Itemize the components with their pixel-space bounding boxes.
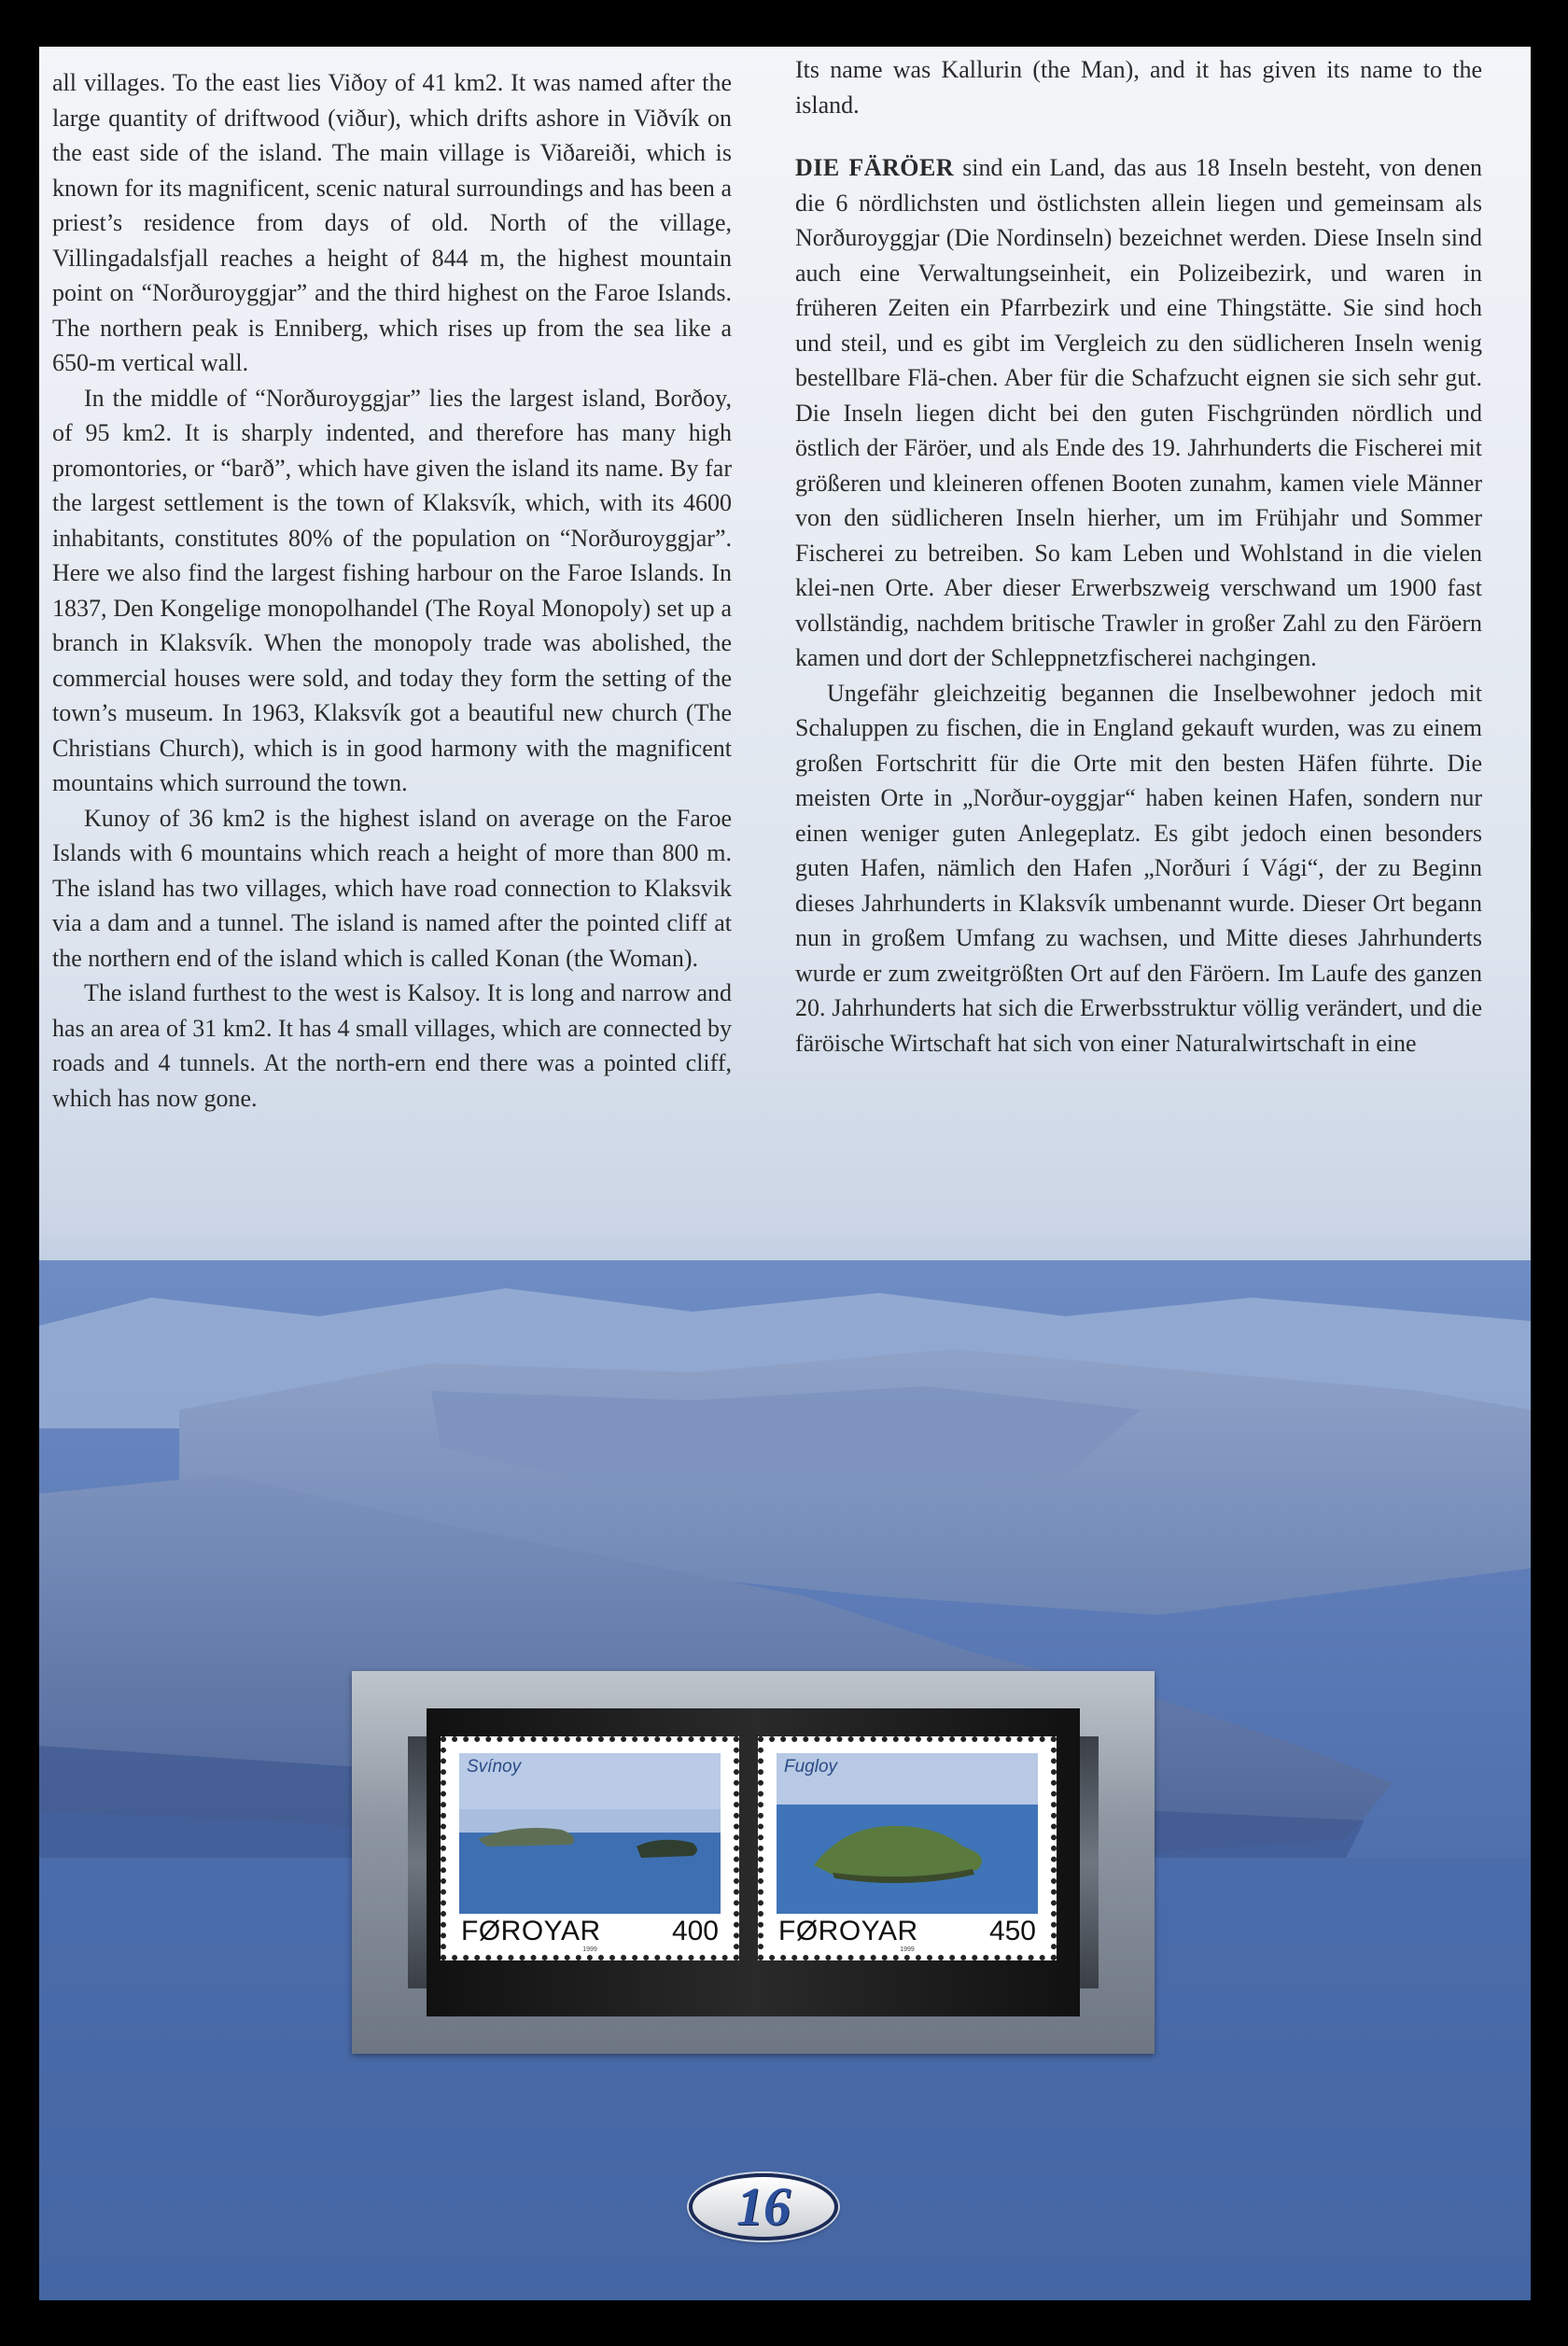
german-heading: DIE FÄRÖER (795, 154, 955, 181)
english-paragraph: Kunoy of 36 km2 is the highest island on average on the Faroe Islands with 6 mountains which reach a height of more than 800 m. The island has two villages, which have road connection to Klaksvik via a dam and a tunnel. The island is named after the pointed cliff at the northern end of the island which is called Konan (the Woman). (52, 804, 732, 972)
english-column (52, 65, 732, 1116)
german-paragraph (795, 150, 1482, 676)
stamp-title: Svínoy (467, 1757, 522, 1777)
page-number-badge (689, 2173, 838, 2241)
stamp-svinoy (441, 1736, 739, 1960)
german-column (795, 52, 1482, 1061)
mount-side-bar (408, 1736, 427, 1988)
english-paragraph: all villages. To the east lies Viðoy of 41 km2. It was named after the large quantity of driftwood (viður), which drifts ashore in Viðvík on the east side of the island. The main village is Viðareiði, which is known for its magnificent, scenic natural surroundings and has been a priest’s residence from days of old. North of the village, Villingadalsfjall reaches a height of 844 m, the highest mountain point on “Norðuroyggjar” and the third highest on the Faroe Islands. The northern peak is Enniberg, which rises up from the sea like a 650-m vertical wall. (52, 69, 732, 376)
german-paragraph: Ungefähr gleichzeitig begannen die Inselbewohner jedoch mit Schaluppen zu fischen, die in England gekauft wurden, was zu einem großen Fortschritt für die Orte mit den besten Häfen führte. Die meisten Orte in „Norður-oyggjar“ haben keinen Hafen, sondern nur einen weniger guten Anlegeplatz. Es gibt jedoch einen besonders guten Hafen, nämlich den Hafen „Norðuri í Vági“, der zu Beginn dieses Jahrhunderts in Klaksvík umbenannt wurde. Dieser Ort begann nun in großem Umfang zu wachsen, und Mitte dieses Jahrhunderts wurde er zum zweitgrößten Ort auf den Färöern. Im Laufe des ganzen 20. Jahrhunderts hat sich die Erwerbsstruktur völlig verändert, und die färöische Wirtschaft hat sich von einer Naturalwirtschaft in eine (795, 679, 1482, 1057)
stamp-year: 1999 (582, 1946, 597, 1953)
booklet-page (39, 47, 1531, 2300)
stamp-fugloy (758, 1736, 1057, 1960)
stamp-value: 450 (988, 1916, 1036, 1946)
english-continuation: Its name was Kallurin (the Man), and it has given its name to the island. (795, 56, 1482, 119)
mount-side-bar (1080, 1736, 1099, 1988)
stamp-title: Fugloy (784, 1757, 838, 1777)
stamp-mount-panel (352, 1671, 1155, 2054)
stamp-country: FØROYAR (778, 1916, 918, 1946)
german-paragraph-text: sind ein Land, das aus 18 Inseln besteht, von denen die 6 nördlichsten und östlichsten allein liegen und gemeinsam als Norðuroyggjar (Die Nordinseln) bezeichnet werden. Diese Inseln sind auch eine Verwaltungseinheit, ein Polizeibezirk, und waren in früheren Zeiten ein Pfarrbezirk und eine Thingstätte. Sie sind hoch und steil, und es gibt im Vergleich zu den südlicheren Inseln wenig bestellbare Flä-chen. Aber für die Schafzucht eignen sie sich sehr gut. Die Inseln liegen dicht bei den guten Fischgründen nördlich und östlich der Färöer, und als Ende des 19. Jahrhunderts die Fischerei mit größeren und kleineren offenen Booten zunahm, kamen viele Männer von den südlicheren Inseln hierher, um im Frühjahr und Sommer Fischerei zu betreiben. So kam Leben und Wohlstand in die vielen klei-nen Orte. Aber dieser Erwerbszweig verschwand um 1900 fast vollständig, nachdem britische Trawler in großer Zahl zu den Färöern kamen und dort der Schleppnetzfischerei nachgingen. (795, 154, 1483, 671)
stamp-value: 400 (671, 1916, 719, 1946)
english-paragraph: The island furthest to the west is Kalsoy. It is long and narrow and has an area of 31 km2. It has 4 small villages, which are connected by roads and 4 tunnels. At the north-ern end there was a pointed cliff, which has now gone. (52, 979, 732, 1112)
stamp-year: 1999 (900, 1946, 915, 1953)
english-paragraph: In the middle of “Norðuroyggjar” lies the largest island, Borðoy, of 95 km2. It is sharply indented, and therefore has many high promontories, or “barð”, which have given the island its name. By far the largest settlement is the town of Klaksvík, which, with its 4600 inhabitants, constitutes 80% of the population on “Norðuroyggjar”. Here we also find the largest fishing harbour on the Faroe Islands. In 1837, Den Kongelige monopolhandel (The Royal Monopoly) set up a branch in Klaksvík. When the monopoly trade was abolished, the commercial houses were sold, and today they form the setting of the town’s museum. In 1963, Klaksvík got a beautiful new church (The Christians Church), which is in good harmony with the magnificent mountains which surround the town. (52, 384, 732, 796)
stamp-country: FØROYAR (461, 1916, 601, 1946)
page-number: 16 (736, 2176, 791, 2237)
